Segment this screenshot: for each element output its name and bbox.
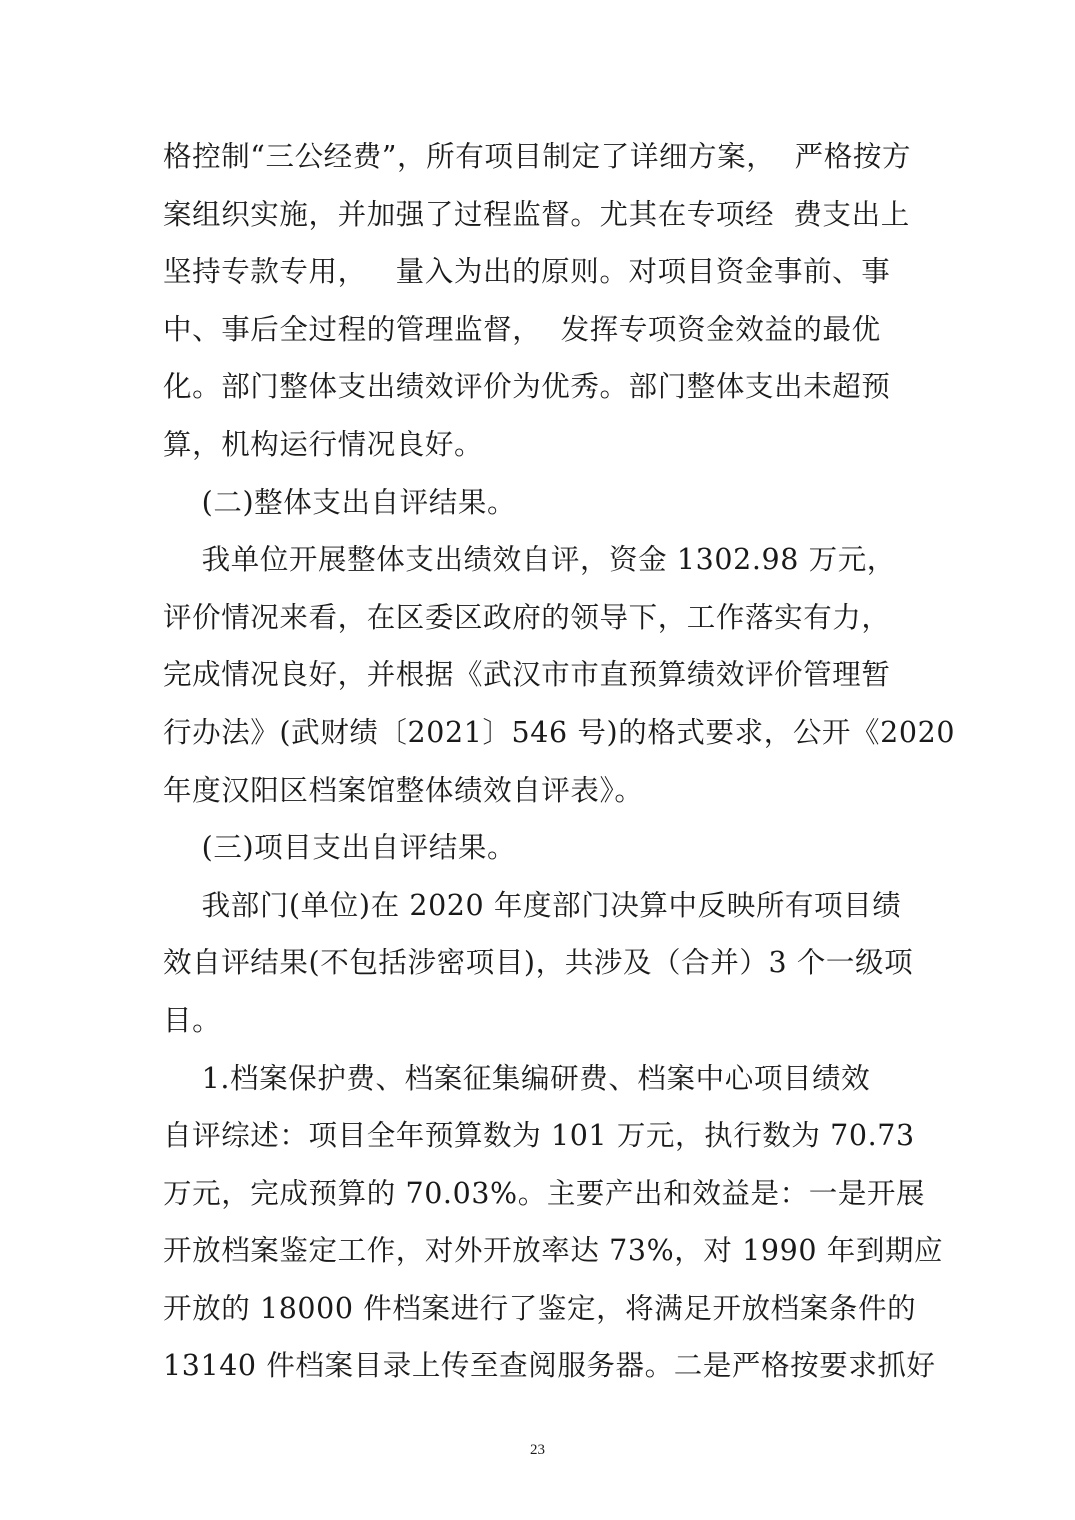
text-line: 中、事后全过程的管理监督， 发挥专项资金效益的最优 (163, 312, 881, 346)
text-line: 我部门(单位)在 2020 年度部门决算中反映所有项目绩 (163, 888, 902, 922)
body-text (163, 128, 956, 1395)
text-line: 行办法》(武财绩〔2021〕546 号)的格式要求，公开《2020 (163, 715, 956, 749)
page-number: 23 (530, 1442, 545, 1458)
text-line: 格控制“三公经费”，所有项目制定了详细方案， 严格按方 (163, 140, 912, 173)
text-line: 效自评结果(不包括涉密项目)，共涉及（合并）3 个一级项 (163, 946, 914, 980)
section-heading: (三)项目支出自评结果。 (163, 831, 517, 865)
text-line: 年度汉阳区档案馆整体绩效自评表》。 (163, 773, 644, 807)
text-line: 开放的 18000 件档案进行了鉴定，将满足开放档案条件的 (163, 1291, 917, 1325)
text-line: 1.档案保护费、档案征集编研费、档案中心项目绩效 (163, 1061, 871, 1095)
section-heading: (二)整体支出自评结果。 (163, 485, 517, 519)
text-line: 坚持专款专用， 量入为出的原则。对项目资金事前、事 (163, 255, 891, 289)
text-line: 完成情况良好，并根据《武汉市市直预算绩效评价管理暂 (163, 658, 891, 692)
text-line: 我单位开展整体支出绩效自评，资金 1302.98 万元， (163, 543, 896, 577)
text-line: 目。 (163, 1003, 222, 1037)
text-line: 算，机构运行情况良好。 (163, 427, 484, 461)
text-line: 13140 件档案目录上传至查阅服务器。二是严格按要求抓好 (163, 1349, 936, 1383)
text-line: 开放档案鉴定工作，对外开放率达 73%，对 1990 年到期应 (163, 1234, 944, 1268)
text-line: 自评综述：项目全年预算数为 101 万元，执行数为 70.73 (163, 1119, 915, 1153)
text-line: 评价情况来看，在区委区政府的领导下，工作落实有力， (163, 600, 891, 634)
text-line: 化。部门整体支出绩效评价为优秀。部门整体支出未超预 (163, 370, 891, 404)
text-line: 万元，完成预算的 70.03%。主要产出和效益是：一是开展 (163, 1176, 926, 1210)
text-line: 案组织实施，并加强了过程监督。尤其在专项经 费支出上 (163, 197, 910, 231)
